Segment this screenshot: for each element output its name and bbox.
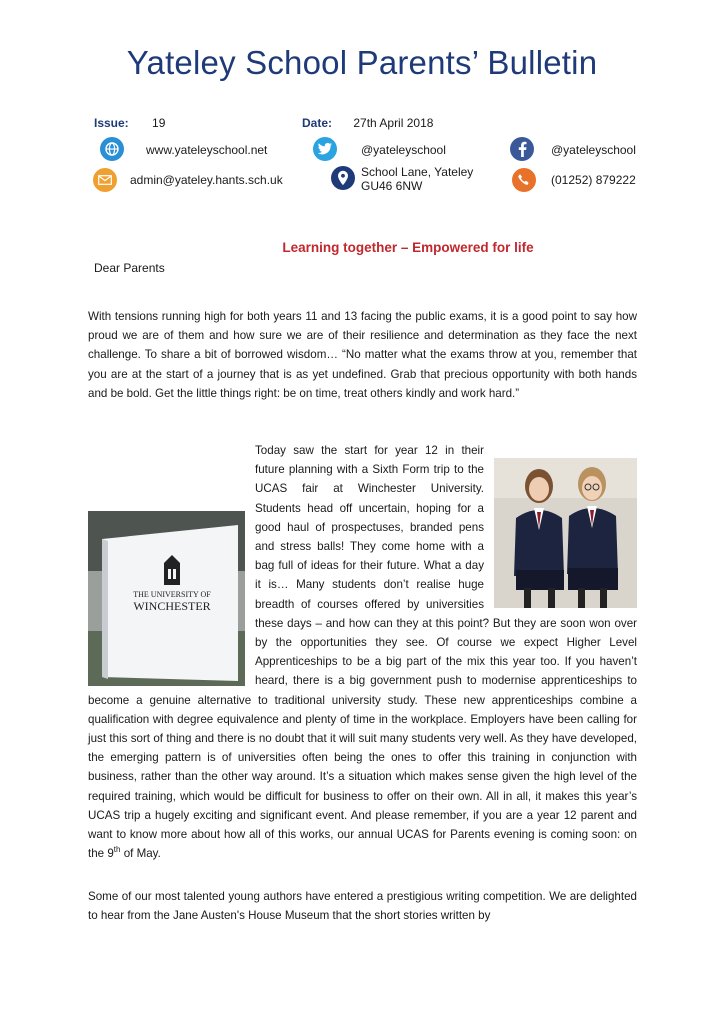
ucas-date-suffix: th bbox=[113, 845, 121, 855]
email-icon bbox=[93, 168, 117, 192]
phone-number[interactable]: (01252) 879222 bbox=[551, 173, 636, 187]
school-motto: Learning together – Empowered for life bbox=[282, 240, 534, 255]
twitter-icon bbox=[313, 137, 337, 161]
paragraph-exams: With tensions running high for both years 11 and 13 facing the public exams, it is a good point to say how proud we are of them and how sure we are of their resilience and determination as they face the next challenge. To share a bit of borrowed wisdom… “No matter what the exams throw at you, remember that you are at the start of a journey that is as yet undefined. Grab that precious opportunity with both hands and be bold. Get the little things right: be on time, treat others kindly and work hard.” bbox=[88, 310, 637, 400]
issue-value: 19 bbox=[152, 116, 166, 130]
issue-label: Issue: bbox=[94, 116, 129, 130]
paragraph-writing-competition: Some of our most talented young authors have entered a prestigious writing competition. We are delighted to hear from the Jane Austen's House Museum that the short stories written by bbox=[88, 890, 637, 923]
winchester-sign-photo bbox=[88, 511, 245, 686]
paragraph-ucas bbox=[88, 441, 637, 863]
salutation: Dear Parents bbox=[94, 261, 165, 275]
phone-icon bbox=[512, 168, 536, 192]
issue-row bbox=[94, 116, 165, 130]
students-photo bbox=[494, 458, 637, 608]
location-pin-icon bbox=[331, 166, 355, 190]
bulletin-title: Yateley School Parents’ Bulletin bbox=[126, 44, 598, 81]
facebook-handle[interactable]: @yateleyschool bbox=[551, 143, 636, 157]
facebook-icon bbox=[510, 137, 534, 161]
school-address: School Lane, Yateley GU46 6NW bbox=[361, 165, 474, 193]
date-label: Date: bbox=[302, 116, 333, 130]
email-link[interactable]: admin@yateley.hants.sch.uk bbox=[130, 173, 283, 187]
date-row bbox=[302, 116, 433, 130]
ucas-text: Today saw the start for year 12 in their future planning with a Sixth Form trip to the UCAS fair at Winchester University. Students head off uncertain, hoping for a good haul of prospectuses, branded pens and stress balls! They come home with a bag full of ideas for their future. What a day it is… Many students don’t realise huge breadth of courses offered by universities these days – and how can they at this point? But they are soon won over by the opportunities they see. Of course we expect Higher Level Apprenticeships to be a big part of the mix this year too. If you haven’t heard, there is a big government push to modernise apprenticeships to become a genuine alternative to traditional university study. These new apprenticeships combine a qualification with degree equivalence and plenty of time in the workplace. Employers have been calling for just this sort of thing and there is no doubt that it will suit many students very well. As they have developed, the emerging pattern is of universities often being the ones to offer this training in conjunction with business, rather than the other way around. It’s a situation which makes sense given the high level of the required training, which would be difficult for business to offer on their own. All in all, it makes this year’s UCAS trip a hugely exciting and significant event. And please remember, if you are a year 12 parent and want to know more about how all of this works, our annual UCAS for Parents evening is coming soon: on the 9 bbox=[88, 444, 637, 861]
twitter-handle[interactable]: @yateleyschool bbox=[361, 143, 446, 157]
ucas-text-end: of May. bbox=[120, 847, 161, 861]
globe-icon bbox=[100, 137, 124, 161]
date-value: 27th April 2018 bbox=[353, 116, 434, 130]
website-link[interactable]: www.yateleyschool.net bbox=[146, 143, 268, 157]
sign-text-line2: WINCHESTER bbox=[133, 599, 211, 613]
sign-text-line1: THE UNIVERSITY OF bbox=[133, 590, 211, 599]
